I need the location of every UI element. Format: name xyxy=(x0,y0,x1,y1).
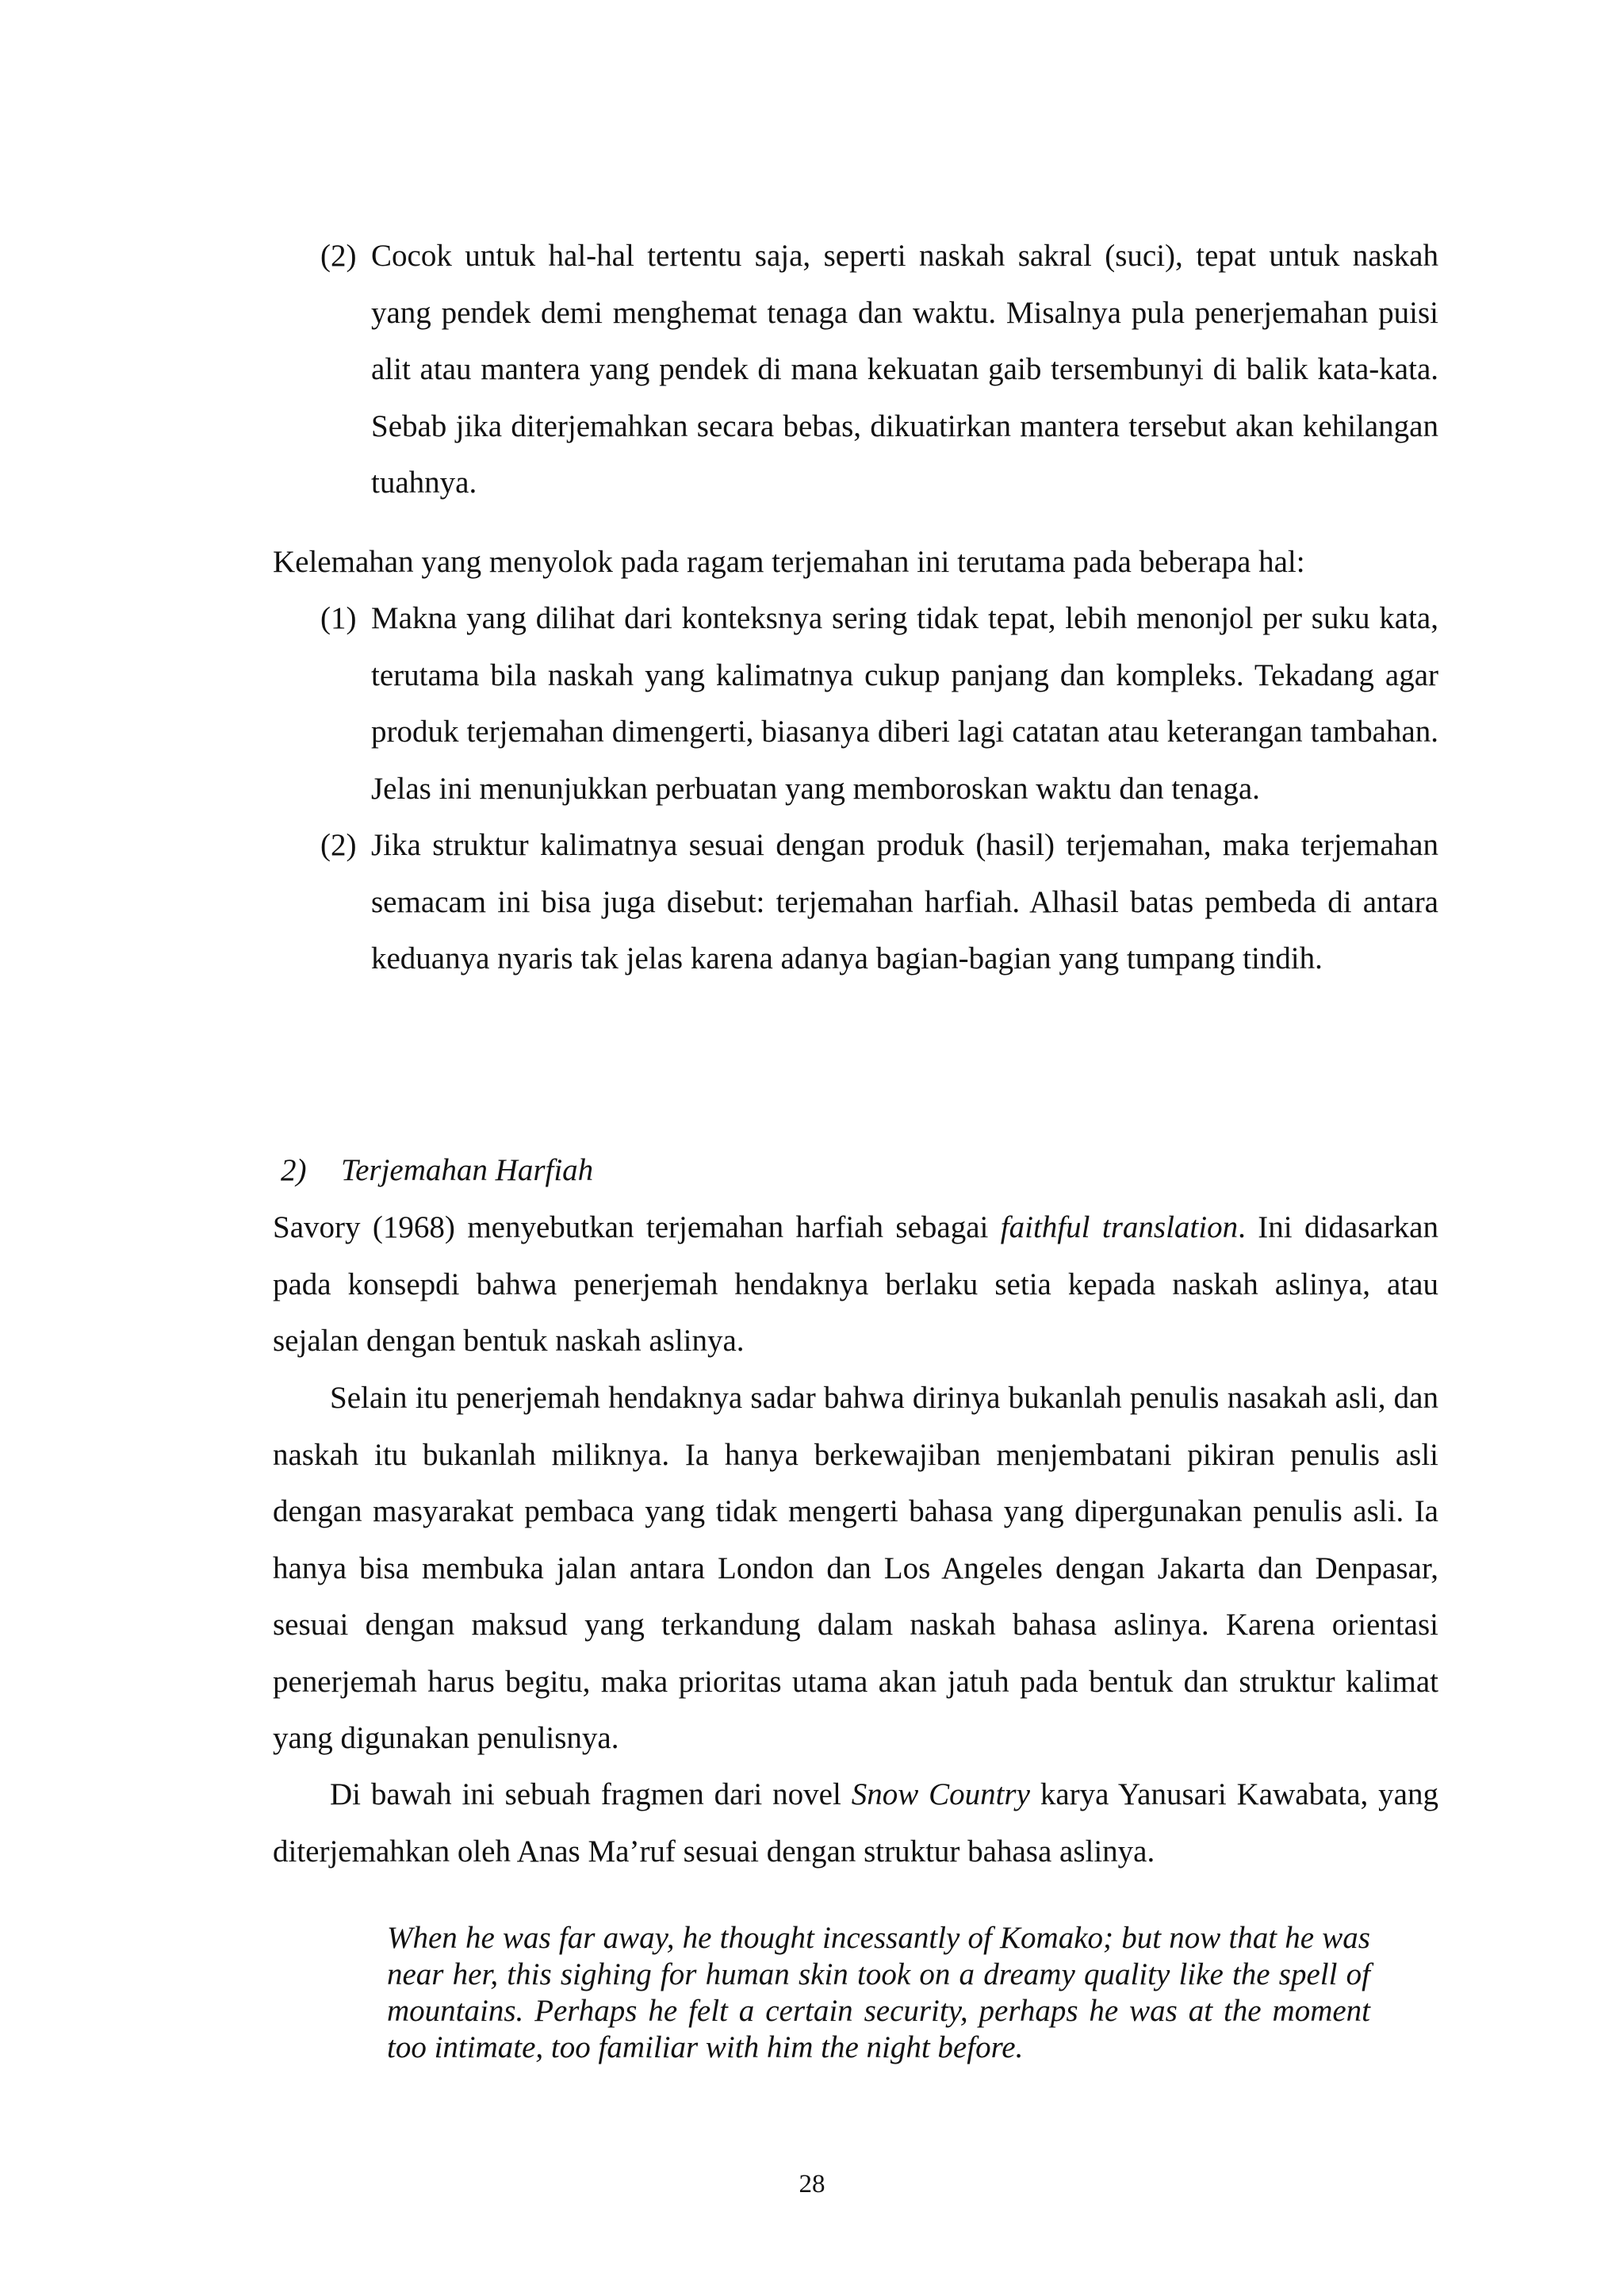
list-item-text: Makna yang dilihat dari konteksnya sering tidak tepat, lebih menonjol per suku kata, terutama bila naskah yang kalimatnya cukup panjang dan kompleks. Tekadang agar produk terjemahan dimengerti, biasanya diberi lagi catatan atau keterangan tambahan. Jelas ini menunjukkan perbuatan yang memboroskan waktu dan tenaga. xyxy=(371,601,1438,806)
paragraph-translator-role: Selain itu penerjemah hendaknya sadar bahwa dirinya bukanlah penulis nasakah asli, dan naskah itu bukanlah miliknya. Ia hanya berkewajiban menjembatani pikiran penulis asli dengan masyarakat pembaca yang tidak mengerti bahasa yang dipergunakan penulis asli. Ia hanya bisa membuka jalan antara London dan Los Angeles dengan Jakarta dan Denpasar, sesuai dengan maksud yang terkandung dalam naskah bahasa aslinya. Karena orientasi penerjemah harus begitu, maka prioritas utama akan jatuh pada bentuk dan struktur kalimat yang digunakan penulisnya. xyxy=(273,1381,1438,1755)
list-item xyxy=(273,590,1438,817)
list-item-number: (2) xyxy=(320,239,357,273)
list-item xyxy=(273,228,1438,512)
section-number: 2) xyxy=(281,1153,307,1187)
weakness-list xyxy=(273,590,1438,987)
list-item xyxy=(273,817,1438,987)
list-item-text: Cocok untuk hal-hal tertentu saja, seperti naskah sakral (suci), tepat untuk naskah yang pendek demi menghemat tenaga dan waktu. Misalnya pula penerjemahan puisi alit atau mantera yang pendek di mana kekuatan gaib tersembunyi di balik kata-kata. Sebab jika diterjemahkan secara bebas, dikuatirkan mantera tersebut akan kehilangan tuahnya. xyxy=(371,239,1438,500)
paragraph-text: Savory (1968) menyebutkan terjemahan harfiah sebagai xyxy=(273,1210,1001,1244)
paragraph-snow-country xyxy=(273,1766,1438,1880)
paragraph-text: karya Yanusari Kawabata, yang diterjemahkan oleh Anas Ma’ruf sesuai dengan struktur bahasa aslinya. xyxy=(273,1777,1438,1869)
paragraph-savory xyxy=(273,1199,1438,1370)
section-heading xyxy=(281,1142,593,1199)
page-number: 28 xyxy=(799,2170,825,2198)
advantages-list xyxy=(273,228,1438,512)
weakness-intro: Kelemahan yang menyolok pada ragam terjemahan ini terutama pada beberapa hal: xyxy=(273,545,1305,579)
list-item-text: Jika struktur kalimatnya sesuai dengan produk (hasil) terjemahan, maka terjemahan semacam ini bisa juga disebut: terjemahan harfiah. Alhasil batas pembeda di antara keduanya nyaris tak jelas karena adanya bagian-bagian yang tumpang tindih. xyxy=(371,828,1438,976)
block-quote: When he was far away, he thought incessantly of Komako; but now that he was near her, this sighing for human skin took on a dreamy quality like the spell of mountains. Perhaps he felt a certain security, perhaps he was at the moment too intimate, too familiar with him the night before. xyxy=(387,1921,1370,2064)
paragraph-text: Di bawah ini sebuah fragmen dari novel xyxy=(330,1777,852,1811)
list-item-number: (1) xyxy=(320,601,357,635)
section-title: Terjemahan Harfiah xyxy=(341,1153,594,1187)
emphasis-faithful-translation: faithful translation xyxy=(1000,1210,1239,1244)
emphasis-snow-country: Snow Country xyxy=(851,1777,1030,1811)
paragraph-text: . Ini didasarkan pada konsepdi bahwa penerjemah hendaknya berlaku setia kepada naskah aslinya, atau sejalan dengan bentuk naskah aslinya. xyxy=(273,1210,1438,1358)
list-item-number: (2) xyxy=(320,828,357,862)
